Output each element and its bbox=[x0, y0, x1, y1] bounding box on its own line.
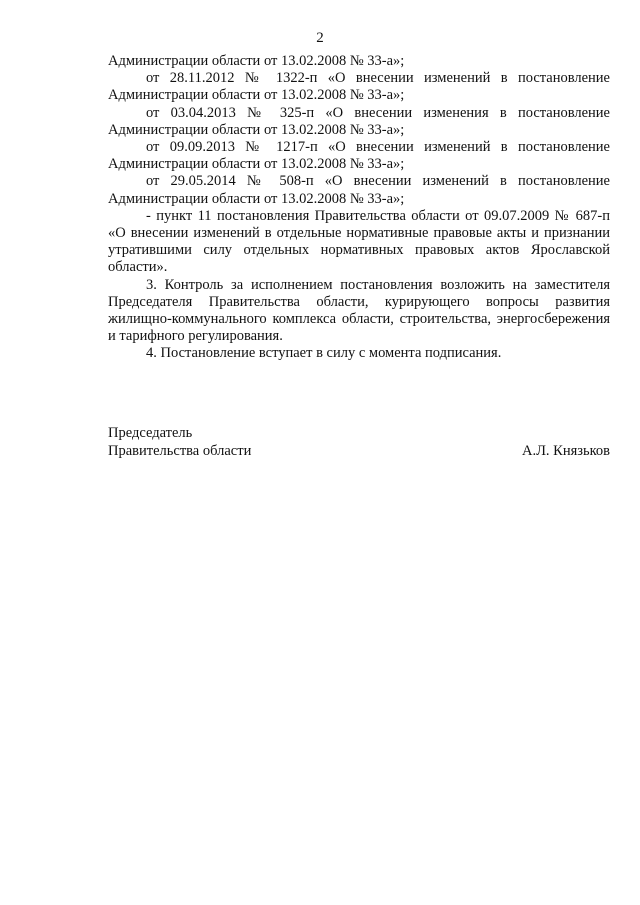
paragraph-amendment-2013-04: от 03.04.2013 № 325-п «О внесении изменения в постановление Администрации области от 13.02.2008 № 33-а»; bbox=[108, 104, 610, 138]
paragraph-amendment-2013-09: от 09.09.2013 № 1217-п «О внесении изменений в постановление Администрации области от 13.02.2008 № 33-а»; bbox=[108, 139, 610, 173]
paragraph-amendment-2014: от 29.05.2014 № 508-п «О внесении изменений в постановление Администрации области от 13.02.2008 № 33-а»; bbox=[108, 173, 610, 207]
signatory-title-line1: Председатель bbox=[108, 425, 193, 441]
signature-line bbox=[108, 443, 610, 461]
paragraph-continuation: Администрации области от 13.02.2008 № 33-а»; bbox=[108, 53, 405, 69]
paragraph-amendment-2012: от 28.11.2012 № 1322-п «О внесении изменений в постановление Администрации области от 13.02.2008 № 33-а»; bbox=[108, 70, 610, 104]
paragraph-clause-4: 4. Постановление вступает в силу с момента подписания. bbox=[146, 345, 502, 362]
signatory-name: А.Л. Князьков bbox=[521, 442, 610, 459]
page-number: 2 bbox=[316, 30, 324, 46]
signature-block bbox=[108, 425, 610, 460]
signatory-title-line2: Правительства области bbox=[108, 442, 252, 459]
document-body bbox=[108, 53, 610, 363]
paragraph-clause-3: 3. Контроль за исполнением постановления возложить на заместителя Председателя Правительства области, курирующего вопросы развития жилищно-коммунального комплекса области, строительства, энергосбережения и тарифного регулирования. bbox=[108, 276, 610, 345]
paragraph-item-11: - пункт 11 постановления Правительства области от 09.07.2009 № 687-п «О внесении изменений в отдельные нормативные правовые акты и признании утратившими силу отдельных нормативных правовых актов Ярославской области». bbox=[108, 207, 610, 276]
